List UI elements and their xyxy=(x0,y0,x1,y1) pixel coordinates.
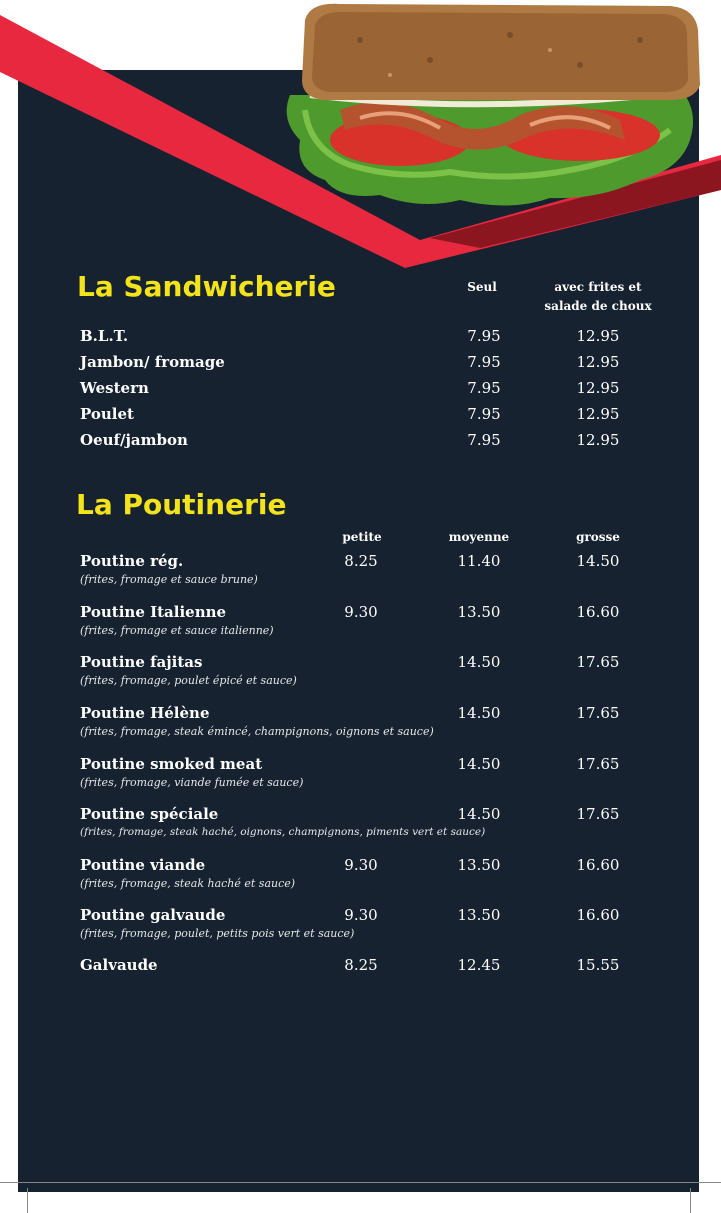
price-moyenne: 13.50 xyxy=(457,603,501,621)
item-name: Oeuf/jambon xyxy=(80,431,188,449)
poutinerie-title: La Poutinerie xyxy=(76,488,287,521)
price-moyenne: 12.45 xyxy=(457,956,501,974)
price-moyenne: 13.50 xyxy=(457,906,501,924)
item-name: Poutine spéciale xyxy=(80,805,219,823)
price-seul: 7.95 xyxy=(467,353,501,371)
item-description: (frites, fromage et sauce brune) xyxy=(80,573,258,586)
col-combo-line2: salade de choux xyxy=(544,299,652,313)
price-petite: 9.30 xyxy=(344,856,378,874)
price-moyenne: 14.50 xyxy=(457,704,501,722)
price-seul: 7.95 xyxy=(467,405,501,423)
item-description: (frites, fromage, steak émincé, champignons, oignons et sauce) xyxy=(80,725,434,738)
crop-mark-left xyxy=(27,1188,28,1213)
item-name: Poutine Italienne xyxy=(80,603,227,621)
item-name: Poutine Hélène xyxy=(80,704,210,722)
item-name: Galvaude xyxy=(80,956,158,974)
price-grosse: 17.65 xyxy=(576,704,620,722)
item-description: (frites, fromage, viande fumée et sauce) xyxy=(80,776,304,789)
sandwicherie-title: La Sandwicherie xyxy=(77,270,336,303)
price-grosse: 17.65 xyxy=(576,653,620,671)
price-petite: 9.30 xyxy=(344,603,378,621)
item-description: (frites, fromage, steak haché et sauce) xyxy=(80,877,296,890)
item-description: (frites, fromage, poulet, petits pois vert et sauce) xyxy=(80,927,355,940)
price-combo: 12.95 xyxy=(576,353,620,371)
item-name: Poulet xyxy=(80,405,134,423)
col-combo-line1: avec frites et xyxy=(554,280,642,294)
item-description: (frites, fromage et sauce italienne) xyxy=(80,624,274,637)
price-moyenne: 13.50 xyxy=(457,856,501,874)
item-description: (frites, fromage, steak haché, oignons, champignons, piments vert et sauce) xyxy=(80,826,486,838)
price-moyenne: 14.50 xyxy=(457,755,501,773)
page-bottom-rule xyxy=(0,1182,721,1183)
price-grosse: 16.60 xyxy=(576,603,620,621)
item-name: Jambon/ fromage xyxy=(80,353,225,371)
price-seul: 7.95 xyxy=(467,327,501,345)
price-grosse: 17.65 xyxy=(576,805,620,823)
price-seul: 7.95 xyxy=(467,431,501,449)
price-grosse: 16.60 xyxy=(576,906,620,924)
item-name: Poutine fajitas xyxy=(80,653,203,671)
price-combo: 12.95 xyxy=(576,431,620,449)
price-petite: 8.25 xyxy=(344,956,378,974)
item-name: Poutine viande xyxy=(80,856,206,874)
price-seul: 7.95 xyxy=(467,379,501,397)
item-name: Poutine smoked meat xyxy=(80,755,263,773)
price-moyenne: 14.50 xyxy=(457,653,501,671)
sandwich-image xyxy=(280,0,700,235)
col-grosse: grosse xyxy=(576,530,620,544)
crop-mark-right xyxy=(690,1188,691,1213)
price-grosse: 16.60 xyxy=(576,856,620,874)
item-description: (frites, fromage, poulet épicé et sauce) xyxy=(80,674,297,687)
col-moyenne: moyenne xyxy=(448,530,510,544)
price-petite: 9.30 xyxy=(344,906,378,924)
price-moyenne: 11.40 xyxy=(457,552,501,570)
price-combo: 12.95 xyxy=(576,327,620,345)
price-combo: 12.95 xyxy=(576,405,620,423)
item-name: B.L.T. xyxy=(80,327,129,345)
item-name: Poutine galvaude xyxy=(80,906,226,924)
item-name: Poutine rég. xyxy=(80,552,184,570)
price-grosse: 15.55 xyxy=(576,956,620,974)
col-seul: Seul xyxy=(467,280,497,294)
price-petite: 8.25 xyxy=(344,552,378,570)
item-name: Western xyxy=(80,379,149,397)
price-moyenne: 14.50 xyxy=(457,805,501,823)
col-combo xyxy=(538,278,658,316)
price-combo: 12.95 xyxy=(576,379,620,397)
price-grosse: 14.50 xyxy=(576,552,620,570)
col-petite: petite xyxy=(342,530,382,544)
price-grosse: 17.65 xyxy=(576,755,620,773)
